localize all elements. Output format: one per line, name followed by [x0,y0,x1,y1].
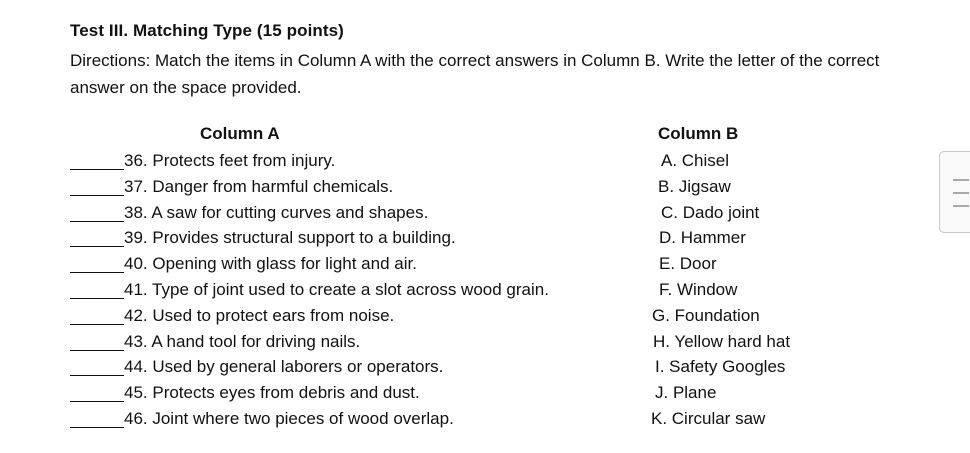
answer-blank[interactable] [70,151,124,170]
column-b-item: K. Circular saw [651,408,766,428]
column-a-item [70,148,549,174]
column-b-item: D. Hammer [659,228,746,248]
column-a-item-text: 36. Protects feet from injury. [124,151,336,170]
answer-blank[interactable] [70,228,124,247]
column-a-item [70,303,549,329]
test-title: Test III. Matching Type (15 points) [70,21,344,40]
column-a-item-text: 43. A hand tool for driving nails. [124,331,361,351]
column-b-item: C. Dado joint [661,202,760,222]
answer-blank[interactable] [70,203,124,222]
answer-blank[interactable] [70,409,124,428]
column-a-item [70,354,549,380]
handle-line-icon [953,192,969,194]
directions-text: Directions: Match the items in Column A with the correct answers in Column B. Write the letter of the correct answer on the space provided. [70,51,880,97]
column-a-item-text: 46. Joint where two pieces of wood overlap. [124,408,454,428]
answer-blank[interactable] [70,177,124,196]
column-a-heading: Column A [200,124,280,143]
answer-blank[interactable] [70,254,124,273]
column-b-list [650,148,790,432]
column-b-heading: Column B [658,124,739,143]
column-a-item-text: 42. Used to protect ears from noise. [124,305,395,325]
answer-blank[interactable] [70,332,124,351]
answer-blank[interactable] [70,357,124,376]
column-a-item [70,277,549,303]
column-b-item: H. Yellow hard hat [653,331,791,351]
column-b-item: E. Door [659,254,717,274]
column-a-item-text: 39. Provides structural support to a building. [124,228,456,248]
column-a-item [70,174,549,200]
column-a-item-text: 38. A saw for cutting curves and shapes. [124,202,429,222]
answer-blank[interactable] [70,280,124,299]
column-b-item: B. Jigsaw [658,176,731,196]
column-b-item: F. Window [659,279,738,299]
handle-line-icon [953,179,969,181]
column-b-item: G. Foundation [652,305,760,325]
handle-line-icon [953,205,969,207]
answer-blank[interactable] [70,383,124,402]
column-a-list [70,148,549,432]
column-b-item: J. Plane [655,383,717,403]
column-a-item [70,380,549,406]
column-b-item: A. Chisel [661,151,730,170]
column-a-item-text: 40. Opening with glass for light and air. [124,254,417,274]
column-b-item: I. Safety Googles [655,357,786,377]
column-a-item [70,225,549,251]
column-a-item-text: 37. Danger from harmful chemicals. [124,176,394,196]
column-a-item [70,329,549,355]
side-panel-handle[interactable] [939,151,970,233]
column-a-item-text: 44. Used by general laborers or operators. [124,357,444,377]
column-a-item-text: 41. Type of joint used to create a slot across wood grain. [124,279,549,299]
column-a-item [70,251,549,277]
column-a-item [70,406,549,432]
column-a-item [70,200,549,226]
answer-blank[interactable] [70,306,124,325]
column-a-item-text: 45. Protects eyes from debris and dust. [124,383,420,403]
